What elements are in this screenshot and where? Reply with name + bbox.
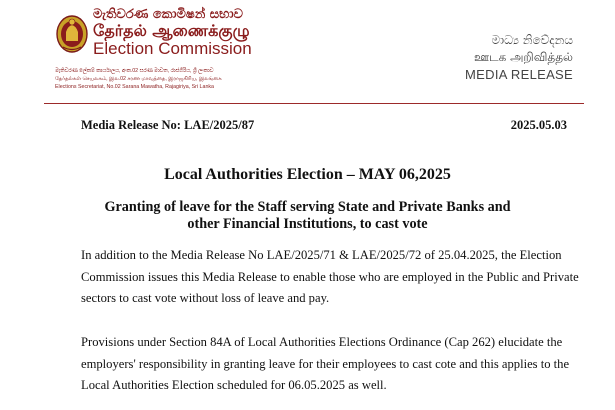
subheadline <box>0 199 615 233</box>
paragraph <box>81 245 579 310</box>
media-release-english: MEDIA RELEASE <box>465 67 573 82</box>
letterhead-divider <box>44 103 584 104</box>
paragraph-line: employers' responsibility in granting leave for their employees to cast cote and this applies to the <box>81 356 570 371</box>
headline: Local Authorities Election – MAY 06,2025 <box>164 166 451 183</box>
subheadline-line: Granting of leave for the Staff serving State and Private Banks and <box>104 199 511 215</box>
commission-name <box>93 8 353 58</box>
paragraph-line: sectors to cast vote without loss of leave and pay. <box>81 291 330 305</box>
commission-name-english: Election Commission <box>93 39 252 59</box>
address-tamil: தேர்தல்கள் செயலகம், இல.02 சரண மாவத்தை, இராஜகிரிய, இலங்கை <box>55 76 222 82</box>
letterhead <box>0 0 615 110</box>
release-number: Media Release No: LAE/2025/87 <box>81 118 255 132</box>
subheadline-line: other Financial Institutions, to cast vote <box>187 216 428 232</box>
commission-address <box>55 67 355 91</box>
sri-lanka-emblem-icon <box>55 14 89 54</box>
paragraph-line: In addition to the Media Release No LAE/2025/71 & LAE/2025/72 of 25.04.2025, the Election <box>81 248 562 262</box>
address-english: Elections Secretariat, No.02 Sarana Mawatha, Rajagiriya, Sri Lanka <box>55 84 214 90</box>
media-release-tamil: ஊடக அறிவித்தல் <box>473 50 573 64</box>
release-date: 2025.05.03 <box>510 118 567 132</box>
paragraph <box>81 332 575 397</box>
media-release-tag <box>465 32 573 83</box>
address-sinhala: මැතිවරණ ලේකම් කාර්යාලය, අංක.02 සරණ මාවත, රාජගිරිය, ශ්‍රී ලංකාව <box>55 68 214 74</box>
commission-name-sinhala: මැතිවරණ කොමිෂන් සභාව <box>93 7 243 22</box>
paragraph-line: Provisions under Section 84A of Local Authorities Elections Ordinance (Cap 262) elucidate the <box>81 335 563 349</box>
paragraph-line: Commission issues this Media Release to enable those who are employed in the Public and Private <box>81 269 579 284</box>
commission-name-tamil: தேர்தல் ஆணைக்குழு <box>93 20 250 40</box>
media-release-sinhala: මාධ්‍ය නිවේදනය <box>491 33 573 47</box>
paragraph-line: Local Authorities Election scheduled for 06.05.2025 as well. <box>81 378 387 392</box>
